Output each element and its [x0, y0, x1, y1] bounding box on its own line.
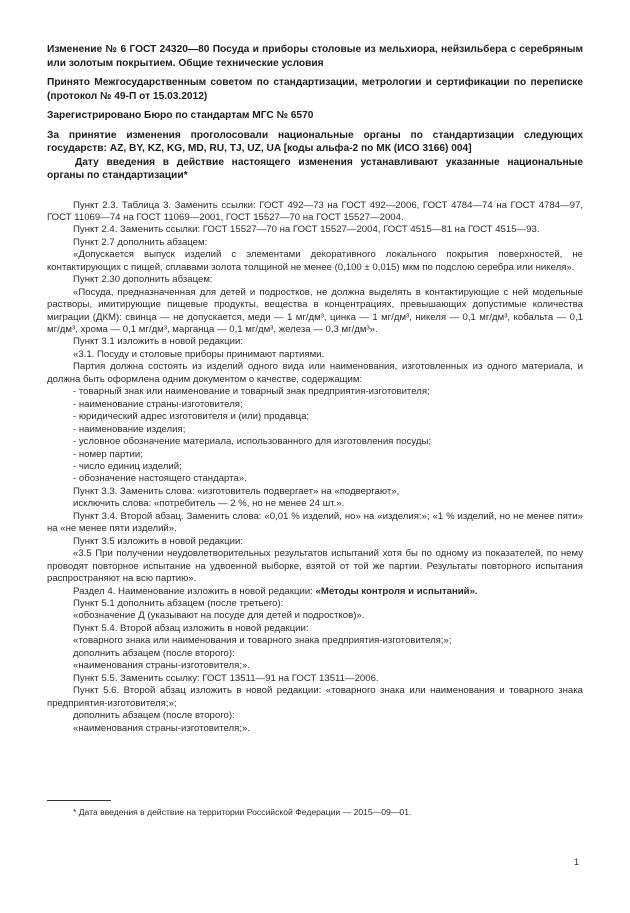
amendment-body [47, 200, 583, 735]
paragraph: Пункт 2.7 дополнить абзацем: [73, 236, 208, 248]
list-item: - обозначение настоящего стандарта». [73, 473, 247, 485]
amendment-title: Изменение № 6 ГОСТ 24320—80 Посуда и приборы столовые из мельхиора, нейзильбера с серебряным или золотым покрытием. Общие технические условия [47, 44, 583, 69]
page-number: 1 [574, 857, 580, 867]
paragraph: «Допускается выпуск изделий с элементами декоративного локального покрытия поверхностей, не контактирующих с пищей, сплавами золота толщиной не менее (0,100 ± 0,015) мкм по подслою серебра или никеля». [47, 249, 583, 273]
paragraph: «3.1. Посуду и столовые приборы принимают партиями. [73, 348, 325, 360]
paragraph: Пункт 5.1 дополнить абзацем (после третьего): [73, 598, 284, 609]
voting-statement: За принятие изменения проголосовали национальные органы по стандартизации следующих государств: AZ, BY, KZ, KG, MD, RU, TJ, UZ, UA [коды альфа-2 по МК (ИСО 3166) 004] [47, 129, 583, 154]
paragraph: «наименования страны-изготовителя;». [73, 722, 250, 734]
paragraph: исключить слова: «потребитель — 2 %, но не менее 24 шт.». [73, 498, 345, 510]
paragraph: Пункт 5.4. Второй абзац изложить в новой редакции: [73, 622, 309, 634]
list-item: - наименование изделия; [73, 423, 186, 435]
paragraph: Партия должна состоять из изделий одного вида или наименования, изготовленных из одного материала, и должна быть оформлена одним документом о качестве, содержащим: [47, 361, 583, 385]
paragraph: Пункт 5.5. Заменить ссылку: ГОСТ 13511—91 на ГОСТ 13511—2006. [73, 672, 379, 684]
paragraph: Пункт 2.4. Заменить ссылки: ГОСТ 15527—70 на ГОСТ 15527—2004, ГОСТ 4515—81 на ГОСТ 4515—93. [73, 224, 540, 236]
paragraph: «Посуда, предназначенная для детей и подростков, не должна выделять в контактирующие с ней модельные растворы, имитирующие пищевые продукты, вещества в концентрациях, превышающих допустимые количества миграции (ДКМ): свинца — не допускается, меди — 1 мг/дм³, цинка — 1 мг/дм³, никеля — 0,1 мг/дм³, кобальта — 0,1 мг/дм³, хрома — 0,1 мг/дм³, марганца — 0,1 мг/дм³, железа — 0,3 мг/дм³». [47, 286, 583, 336]
list-item: - товарный знак или наименование и товарный знак предприятия-изготовителя; [73, 386, 430, 398]
paragraph: «товарного знака или наименования и товарного знака предприятия-изготовителя;»; [73, 635, 452, 647]
paragraph: Пункт 3.3. Заменить слова: «изготовитель подвергает» на «подвергают», [73, 485, 400, 497]
section-4-new-title: «Методы контроля и испытаний». [315, 585, 478, 597]
paragraph: «обозначение Д (указывают на посуде для детей и подростков)». [73, 610, 365, 622]
list-item: - условное обозначение материала, использованного для изготовления посуды; [73, 436, 432, 448]
list-item: - юридический адрес изготовителя и (или) продавца; [73, 411, 310, 423]
paragraph: «3.5 При получении неудовлетворительных результатов испытаний хотя бы по одному из показателей, по нему проводят повторное испытание на удвоенной выборке, взятой от той же партии. Результаты повторного испытания распространяют на всю партию». [47, 548, 583, 585]
registration-statement: Зарегистрировано Бюро по стандартам МГС № 6570 [47, 110, 314, 121]
paragraph [47, 586, 583, 598]
list-item: - число единиц изделий; [73, 461, 182, 473]
paragraph: Пункт 3.5 изложить в новой редакции: [73, 535, 243, 547]
list-item: - наименование страны-изготовителя; [73, 398, 243, 410]
section-4-instruction: Раздел 4. Наименование изложить в новой редакции: [73, 585, 316, 597]
footnote: * Дата введения в действие на территории Российской Федерации — 2015—09—01. [73, 807, 412, 817]
paragraph: дополнить абзацем (после второго): [73, 647, 235, 659]
paragraph: «наименования страны-изготовителя;». [73, 660, 250, 672]
paragraph: дополнить абзацем (после второго): [73, 710, 235, 722]
footnote-divider [47, 800, 111, 801]
adoption-statement: Принято Межгосударственным советом по стандартизации, метрологии и сертификации по переписке (протокол № 49-П от 15.03.2012) [47, 77, 583, 102]
paragraph: Пункт 2.30 дополнить абзацем: [73, 274, 213, 286]
effective-date-statement: Дату введения в действие настоящего изменения устанавливают указанные национальные органы по стандартизации* [47, 156, 583, 181]
paragraph: Пункт 3.1 изложить в новой редакции: [73, 336, 243, 348]
document-page [47, 43, 583, 735]
paragraph: Пункт 5.6. Второй абзац изложить в новой редакции: «товарного знака или наименования и товарного знака предприятия-изготовителя;»; [47, 685, 583, 709]
list-item: - номер партии; [73, 448, 143, 460]
paragraph: Пункт 2.3. Таблица 3. Заменить ссылки: ГОСТ 492—73 на ГОСТ 492—2006, ГОСТ 4784—74 на ГОСТ 4784—97, ГОСТ 11069—74 на ГОСТ 11069—2001, ГОСТ 15527—70 на ГОСТ 15527—2004. [47, 199, 583, 223]
paragraph: Пункт 3.4. Второй абзац. Заменить слова: «0,01 % изделий, но» на «изделия:»; «1 % изделий, но не менее пяти» на «не менее пяти изделий». [47, 510, 583, 535]
